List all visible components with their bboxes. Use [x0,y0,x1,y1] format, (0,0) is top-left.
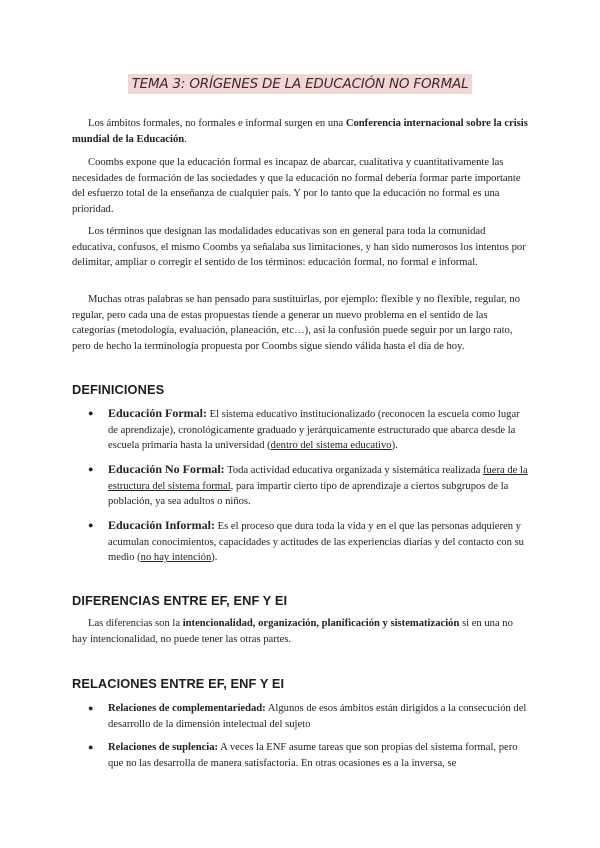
bold-text: Conferencia internacional sobre la crisis mundial de la Educación [72,118,528,145]
relation-item-complementariedad [88,701,528,732]
bullet-icon: ● [88,742,94,752]
text-span: El sistema educativo institucionalizado (reconocen la escuela como lugar de aprendizaje), cronológicamente graduado y jerárquicamente estructurado que abarca desde la escuela primaria hasta la universidad ( [108,409,520,452]
diferencias-paragraph [72,616,528,647]
title-container [0,74,600,94]
definition-term: Educación No Formal: [108,462,225,476]
bullet-icon: ● [88,408,94,418]
text-span: ). [211,552,218,564]
text-span: Algunos de esos ámbitos están dirigidos a la consecución del desarrollo de la dimensión intelectual del sujeto [108,703,527,730]
definition-term: Educación Formal: [108,406,207,420]
intro-paragraph-4: Muchas otras palabras se han pensado para sustituirlas, por ejemplo: flexible y no flexible, regular, no regular, pero cada una de estas propuestas tiende a generar un nuevo problema en el sentido de las categorías (metodología, evaluación, planeación, etc…), así la confusión puede seguir por un largo rato, pero de hecho la terminología propuesta por Coombs sigue siendo válida hasta el día de hoy. [72,294,521,352]
bullet-icon: ● [88,464,94,474]
text-span: Toda actividad educativa organizada y sistemática realizada [224,465,483,476]
text-span: Es el proceso que dura toda la vida y en el que las personas adquieren y acumulan conocimientos, capacidades y actitudes de las experiencias diarias y del contacto con su medio ( [108,521,524,564]
bullet-icon: ● [88,520,94,530]
diferencias-heading: DIFERENCIAS ENTRE EF, ENF Y EI [72,593,288,608]
bold-text: intencionalidad, organización, planificación y sistematización [182,618,460,629]
text-span: A veces la ENF asume tareas que son propias del sistema formal, pero que no las desarrolla de manera satisfactoria. En otras ocasiones es a la inversa, se [108,742,518,769]
underlined-text: dentro del sistema educativo [270,440,392,452]
intro-paragraph-3: Los términos que designan las modalidades educativas son en general para toda la comunidad educativa, confusos, el mismo Coombs ya señalaba sus limitaciones, y han sido numerosos los intentos por delimitar, ampliar o corregir el sentido de los términos: educación formal, no formal e informal. [72,226,526,269]
text-span: Las diferencias son la [88,618,183,629]
underlined-text: no hay intención [140,552,212,564]
intro-paragraph-2: Coombs expone que la educación formal es incapaz de abarcar, cualitativa y cuantitativamente las necesidades de formación de las sociedades y que la educación no formal debería formar parte importante del esfuerzo total de la enseñanza de cualquier país. Y por lo tanto que la educación no formal es una prioridad. [72,157,521,215]
relation-item-suplencia [88,740,528,771]
intro-paragraph-1 [72,116,528,147]
definition-term: Educación Informal: [108,518,216,532]
relation-term: Relaciones de suplencia: [108,742,219,753]
text-span: si en una no hay intencionalidad, no puede tener las otras partes. [72,618,513,645]
text-span: ). [391,440,398,452]
definition-item-informal [88,518,528,566]
document-title: TEMA 3: ORÍGENES DE LA EDUCACIÓN NO FORMAL [128,74,473,94]
relation-term: Relaciones de complementariedad: [108,703,266,714]
definition-item-formal [88,406,528,454]
bullet-icon: ● [88,703,94,713]
definition-item-no-formal [88,462,528,510]
text-span: . [184,133,187,145]
text-span: , para impartir cierto tipo de aprendizaje a ciertos subgrupos de la población, ya sea adultos o niños. [108,480,509,508]
text-span: Los ámbitos formales, no formales e informal surgen en una [88,118,346,129]
definiciones-heading: DEFINICIONES [72,382,165,397]
underlined-text: fuera de la estructura del sistema formal [108,465,528,492]
relaciones-heading: RELACIONES ENTRE EF, ENF Y EI [72,676,285,691]
